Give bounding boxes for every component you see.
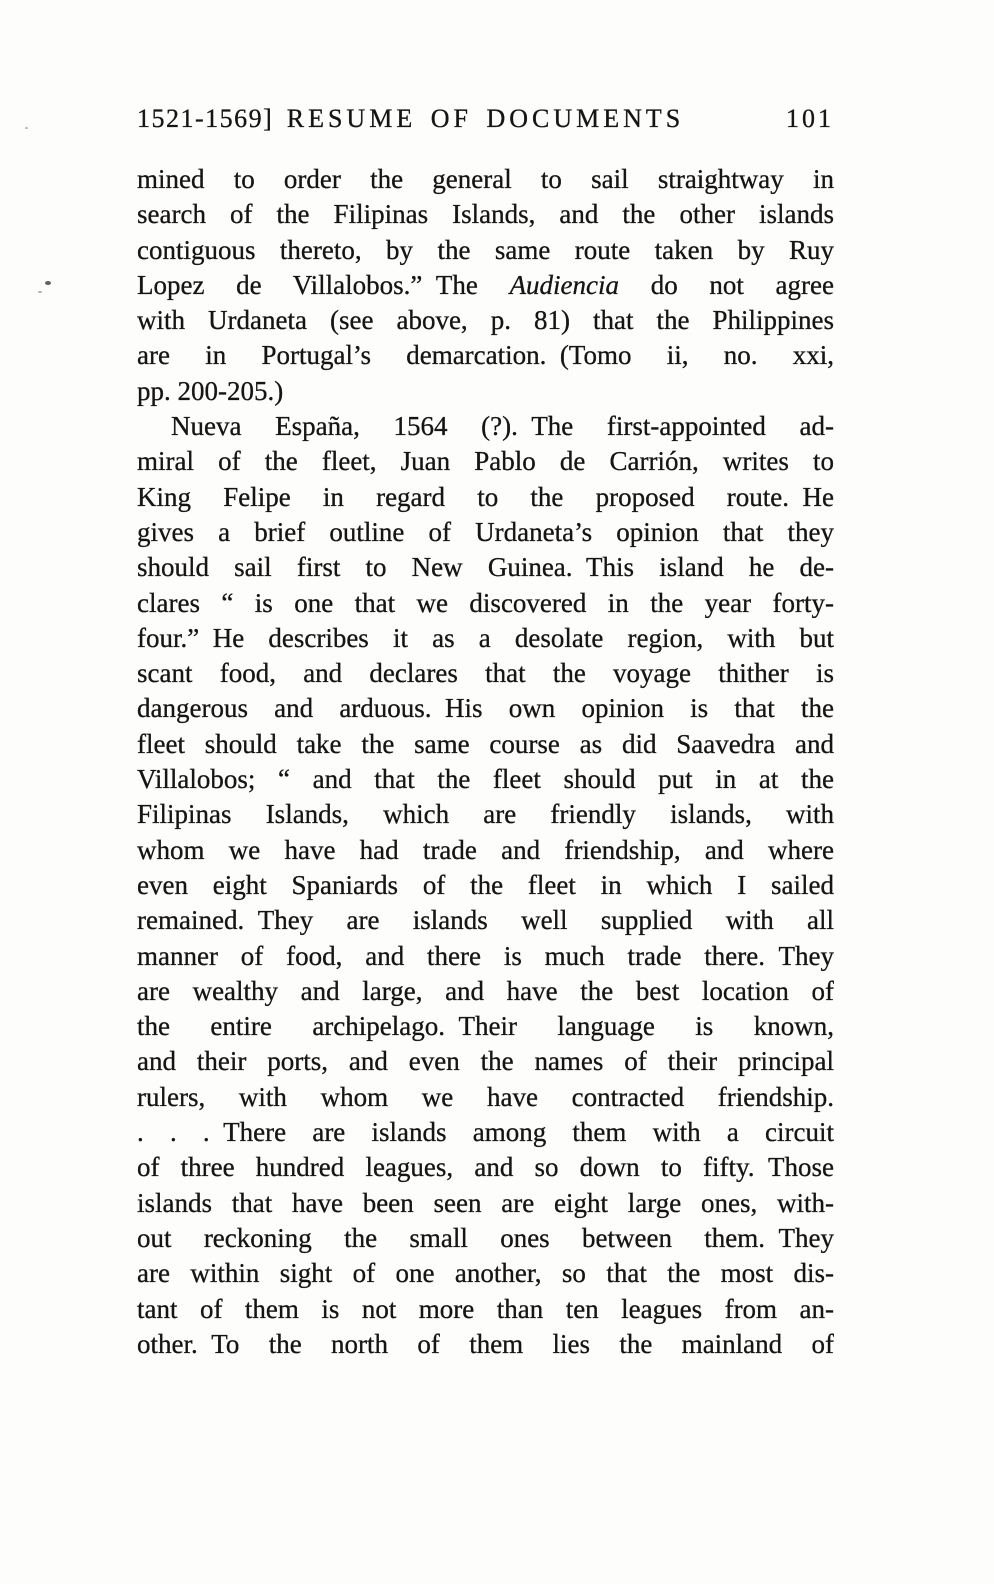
text-segment: the entire archipelago. Their language is known, xyxy=(137,1011,834,1042)
text-segment: clares “ is one that we discovered in the year forty- xyxy=(137,587,834,618)
text-segment: mined to order the general to sail straightway in xyxy=(137,164,834,194)
text-line xyxy=(137,868,834,903)
text-line xyxy=(137,1080,834,1115)
text-line xyxy=(137,656,834,691)
header-page-number: 101 xyxy=(786,104,834,133)
text-line xyxy=(137,1256,834,1291)
text-segment: remained. They are islands well supplied with all xyxy=(137,905,834,936)
text-segment: King Felipe in regard to the proposed route. He xyxy=(137,481,834,512)
text-line xyxy=(137,762,834,797)
text-segment: whom we have had trade and friendship, and where xyxy=(137,834,834,865)
text-line xyxy=(137,444,834,479)
page-text xyxy=(137,162,834,1362)
text-segment: miral of the fleet, Juan Pablo de Carrión, writes to xyxy=(137,446,834,477)
text-segment: and their ports, and even the names of their principal xyxy=(137,1046,834,1077)
text-line xyxy=(137,268,834,303)
text-segment: Lopez de Villalobos.” The xyxy=(137,269,510,300)
text-line xyxy=(137,1292,834,1327)
text-line xyxy=(137,939,834,974)
running-header xyxy=(137,103,834,135)
text-segment: dangerous and arduous. His own opinion is that the xyxy=(137,693,834,724)
text-segment: Villalobos; “ and that the fleet should put in at the xyxy=(137,764,834,795)
text-segment: are in Portugal’s demarcation. (Tomo ii, no. xxi, xyxy=(137,340,834,371)
text-line xyxy=(137,974,834,1009)
text-line xyxy=(137,1327,834,1362)
text-line xyxy=(137,197,834,232)
text-line xyxy=(137,162,834,197)
text-segment: scant food, and declares that the voyage thither is xyxy=(137,658,834,689)
text-segment: four.” He describes it as a desolate region, with but xyxy=(137,622,834,653)
text-segment: contiguous thereto, by the same route taken by Ruy xyxy=(137,234,834,265)
text-line xyxy=(137,1186,834,1221)
text-line xyxy=(137,515,834,550)
text-line xyxy=(137,374,834,409)
text-segment: should sail first to New Guinea. This island he de- xyxy=(137,552,834,583)
text-segment: with Urdaneta (see above, p. 81) that the Philippines xyxy=(137,305,834,336)
text-segment: tant of them is not more than ten leagues from an- xyxy=(137,1293,834,1324)
text-segment: rulers, with whom we have contracted friendship. xyxy=(137,1081,834,1112)
text-line xyxy=(137,233,834,268)
text-segment: of three hundred leagues, and so down to fifty. Those xyxy=(137,1152,834,1183)
text-segment: are within sight of one another, so that the most dis- xyxy=(137,1258,834,1289)
header-running-title: RESUME OF DOCUMENTS xyxy=(286,104,685,133)
text-line xyxy=(137,797,834,832)
text-segment: search of the Filipinas Islands, and the other islands xyxy=(137,199,834,230)
text-segment: . . . There are islands among them with a circuit xyxy=(137,1117,834,1148)
text-line xyxy=(137,1115,834,1150)
text-line xyxy=(137,338,834,373)
text-line xyxy=(137,409,834,444)
ink-speck xyxy=(38,291,42,293)
text-line xyxy=(137,691,834,726)
text-line xyxy=(137,1150,834,1185)
text-line xyxy=(137,727,834,762)
text-segment: Nueva España, 1564 (?). The first-appointed ad- xyxy=(171,411,834,442)
italic-text: Audiencia xyxy=(509,269,620,300)
text-line xyxy=(137,833,834,868)
text-segment: islands that have been seen are eight large ones, with- xyxy=(137,1187,834,1218)
ink-speck xyxy=(45,281,51,285)
text-segment: even eight Spaniards of the fleet in which I sailed xyxy=(137,869,834,900)
header-date-range: 1521-1569] xyxy=(137,104,274,133)
text-segment: do not agree xyxy=(619,269,834,300)
text-segment: manner of food, and there is much trade there. They xyxy=(137,940,834,971)
text-segment: Filipinas Islands, which are friendly islands, with xyxy=(137,799,834,830)
text-line xyxy=(137,1044,834,1079)
text-line xyxy=(137,480,834,515)
text-segment: gives a brief outline of Urdaneta’s opinion that they xyxy=(137,516,834,547)
text-segment: pp. 200-205.) xyxy=(137,375,284,406)
text-segment: out reckoning the small ones between them. They xyxy=(137,1222,834,1253)
text-line xyxy=(137,621,834,656)
text-line xyxy=(137,903,834,938)
text-line xyxy=(137,303,834,338)
text-line xyxy=(137,1221,834,1256)
text-line xyxy=(137,550,834,585)
text-segment: are wealthy and large, and have the best location of xyxy=(137,975,834,1006)
text-line xyxy=(137,1009,834,1044)
text-segment: other. To the north of them lies the mainland of xyxy=(137,1328,834,1359)
text-line xyxy=(137,586,834,621)
ink-speck xyxy=(25,127,28,129)
text-segment: fleet should take the same course as did Saavedra and xyxy=(137,728,834,759)
